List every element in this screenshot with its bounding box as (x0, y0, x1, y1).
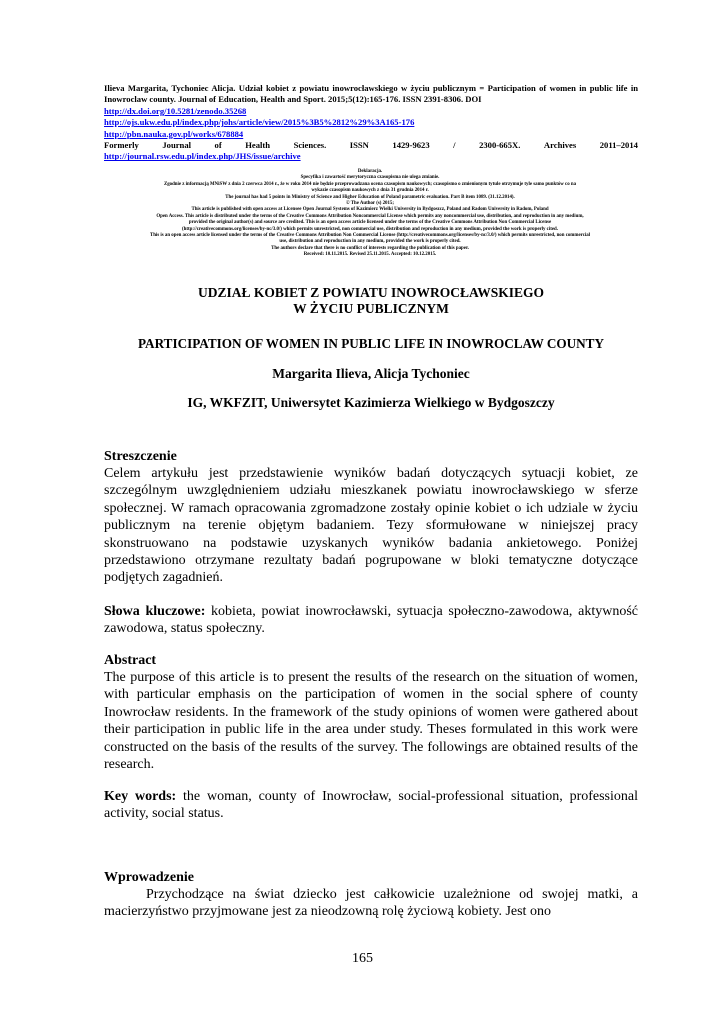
wprowadzenie-section (104, 870, 638, 921)
declaration-line: The journal has had 5 points in Ministry of Science and Higher Education of Poland parametric evaluation. Part B item 1089. (31.12.2014). (225, 194, 515, 200)
formerly-line: Formerly Journal of Health Sciences. ISSN 1429-9623 / 2300-665X. Archives 2011–2014 (104, 140, 638, 151)
page-number: 165 (352, 951, 373, 966)
declaration-line: (http://creativecommons.org/licenses/by-nc/3.0/) which permits unrestricted, non commercial use, distribution and reproduction in any medium, provided the work is properly cited. (182, 226, 558, 232)
declaration-line: This is an open access article licensed under the terms of the Creative Commons Attribution Non Commercial License (http://creativecommons.org/licenses/by-nc/3.0/) which permits unrestricted, non commercial (149, 233, 591, 239)
declaration-line: Deklaracja. (357, 169, 383, 174)
declaration-block (74, 169, 666, 259)
streszczenie-heading: Streszczenie (104, 449, 177, 464)
pbn-link[interactable]: http://pbn.nauka.gov.pl/works/678884 (104, 128, 244, 139)
abstract-heading: Abstract (104, 653, 157, 668)
doi-link[interactable]: http://dx.doi.org/10.5281/zenodo.35268 (104, 105, 247, 116)
wprowadzenie-text: Przychodzące na świat dziecko jest całkowicie uzależnione od swojej matki, a macierzyństwo przyjmowane jest za nieodzowną rolę życiową kobiety. Jest ono (104, 887, 638, 920)
declaration-line: Received: 10.11.2015. Revised 25.11.2015. Accepted: 10.12.2015. (303, 252, 437, 258)
key-words-text: the woman, county of Inowrocław, social-professional situation, professional activity, social status. (104, 789, 638, 822)
streszczenie-text: Celem artykułu jest przedstawienie wyników badań dotyczących sytuacji kobiet, ze szczególnym uwzględnieniem udziału mieszkanek powiatu inowrocławskiego w sferze społecznej. W ramach opracowania zgromadzone zostały opinie kobiet o ich udziale w życiu publicznym na terenie objętym badaniem. Tezy sformułowane w niniejszej pracy skonstruowano na podstawie uzyskanych wyników badania ankietowego. Poniżej przedstawiono otrzymane rezultaty badań pogrupowane w bloki tematyczne dotyczące podjętych zagadnień. (104, 466, 638, 586)
title-polish: UDZIAŁ KOBIET Z POWIATU INOWROCŁAWSKIEGO W ŻYCIU PUBLICZNYM (197, 285, 545, 316)
declaration-line: provided the original author(s) and source are credited. This is an open access article licensed under the terms of the Creative Commons Attribution Non Commercial License (188, 220, 552, 226)
ojs-link[interactable]: http://ojs.ukw.edu.pl/index.php/johs/article/view/2015%3B5%2812%29%3A165-176 (104, 117, 415, 128)
declaration-line: © The Author (s) 2015; (345, 201, 395, 207)
citation-block (104, 83, 638, 163)
affiliation: IG, WKFZIT, Uniwersytet Kazimierza Wielkiego w Bydgoszczy (187, 395, 555, 410)
citation-text: Ilieva Margarita, Tychoniec Alicja. Udział kobiet z powiatu inowrocławskiego w życiu publicznym = Participation of women in public life in Inowroclaw county. Journal of Education, Health and Sport. 2015;5(12):165-176. ISSN 2391-8306. DOI (104, 83, 638, 105)
abstract-section (104, 653, 638, 773)
declaration-line: use, distribution and reproduction in any medium, provided the work is properly cited. (279, 239, 461, 245)
abstract-text: The purpose of this article is to present the results of the research on the situation of women, with particular emphasis on the participation of women in the social sphere of county Inowrocław residents. In the framework of the study opinions of women were gathered about their participation in public life in the area under study. Theses formulated in this work were constructed on the basis of the results of the survey. The followings are obtained results of the research. (104, 670, 638, 773)
slowa-kluczowe-section (104, 603, 638, 638)
archive-link[interactable]: http://journal.rsw.edu.pl/index.php/JHS/issue/archive (104, 151, 301, 162)
declaration-line: wykazie czasopism naukowych z dnia 31 grudnia 2014 r. (311, 188, 429, 194)
declaration-line: The authors declare that there is no conflict of interests regarding the publication of this paper. (271, 245, 469, 251)
declaration-line: This article is published with open access at Licensee Open Journal Systems of Kazimierz Wielki University in Bydgoszcz, Poland and Radom University in Radom, Poland (191, 207, 549, 213)
slowa-kluczowe-label: Słowa kluczowe: (104, 604, 206, 619)
streszczenie-section (104, 449, 638, 587)
authors: Margarita Ilieva, Alicja Tychoniec (272, 366, 470, 381)
declaration-line: Specyfika i zawartość merytoryczna czasopisma nie ulega zmianie. (300, 175, 440, 181)
declaration-line: Zgodnie z informacją MNiSW z dnia 2 czerwca 2014 r., że w roku 2014 nie będzie przeprowadzana ocena czasopism naukowych; czasopismo o zmienionym tytule otrzymuje tyle samo punktów co na (163, 181, 577, 187)
key-words-label: Key words: (104, 789, 177, 804)
wprowadzenie-heading: Wprowadzenie (104, 870, 194, 885)
key-words-section (104, 788, 638, 823)
title-english: PARTICIPATION OF WOMEN IN PUBLIC LIFE IN INOWROCLAW COUNTY (137, 336, 605, 351)
declaration-line: Open Access. This article is distributed under the terms of the Creative Commons Attribution Noncommercial License which permits any noncommercial use, distribution, and reproduction in any medium, (156, 213, 584, 219)
slowa-kluczowe-text: kobieta, powiat inowrocławski, sytuacja społeczno-zawodowa, aktywność zawodowa, status społeczny. (104, 604, 638, 637)
